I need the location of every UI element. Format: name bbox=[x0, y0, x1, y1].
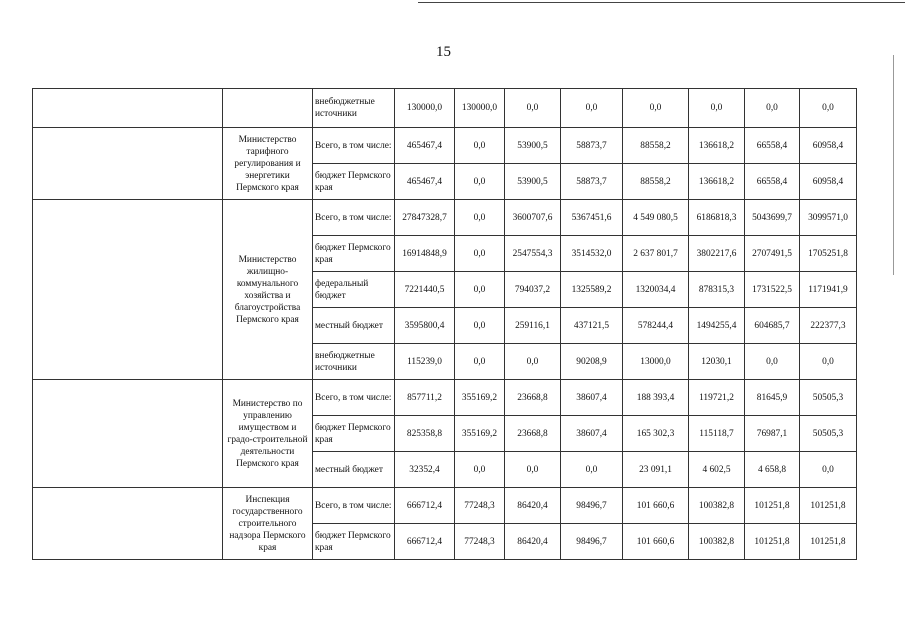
value-cell: 100382,8 bbox=[689, 488, 745, 524]
funding-source-cell: бюджет Пермского края bbox=[313, 416, 395, 452]
value-cell: 136618,2 bbox=[689, 164, 745, 200]
value-cell: 0,0 bbox=[505, 452, 561, 488]
value-cell: 4 549 080,5 bbox=[623, 200, 689, 236]
table-row bbox=[33, 200, 857, 236]
value-cell: 666712,4 bbox=[395, 524, 455, 560]
value-cell: 53900,5 bbox=[505, 128, 561, 164]
organization-cell: Инспекция государственного строительного надзора Пермского края bbox=[223, 488, 313, 560]
value-cell: 355169,2 bbox=[455, 380, 505, 416]
table-row bbox=[33, 128, 857, 164]
value-cell: 0,0 bbox=[800, 89, 857, 128]
value-cell: 23668,8 bbox=[505, 380, 561, 416]
value-cell: 60958,4 bbox=[800, 128, 857, 164]
value-cell: 0,0 bbox=[623, 89, 689, 128]
funding-source-cell: местный бюджет bbox=[313, 308, 395, 344]
value-cell: 1705251,8 bbox=[800, 236, 857, 272]
value-cell: 0,0 bbox=[561, 452, 623, 488]
value-cell: 98496,7 bbox=[561, 488, 623, 524]
value-cell: 77248,3 bbox=[455, 524, 505, 560]
funding-source-cell: Всего, в том числе: bbox=[313, 488, 395, 524]
budget-table bbox=[32, 88, 857, 560]
value-cell: 825358,8 bbox=[395, 416, 455, 452]
blank-cell bbox=[33, 200, 223, 380]
value-cell: 58873,7 bbox=[561, 128, 623, 164]
value-cell: 101251,8 bbox=[800, 524, 857, 560]
value-cell: 0,0 bbox=[455, 344, 505, 380]
value-cell: 38607,4 bbox=[561, 416, 623, 452]
funding-source-cell: федеральный бюджет bbox=[313, 272, 395, 308]
value-cell: 0,0 bbox=[455, 272, 505, 308]
value-cell: 0,0 bbox=[800, 452, 857, 488]
value-cell: 77248,3 bbox=[455, 488, 505, 524]
value-cell: 81645,9 bbox=[745, 380, 800, 416]
value-cell: 4 658,8 bbox=[745, 452, 800, 488]
value-cell: 3099571,0 bbox=[800, 200, 857, 236]
value-cell: 4 602,5 bbox=[689, 452, 745, 488]
value-cell: 3802217,6 bbox=[689, 236, 745, 272]
value-cell: 2547554,3 bbox=[505, 236, 561, 272]
funding-source-cell: внебюджетные источники bbox=[313, 344, 395, 380]
value-cell: 100382,8 bbox=[689, 524, 745, 560]
value-cell: 101 660,6 bbox=[623, 488, 689, 524]
funding-source-cell: Всего, в том числе: bbox=[313, 200, 395, 236]
top-border-line bbox=[418, 2, 905, 3]
value-cell: 878315,3 bbox=[689, 272, 745, 308]
table-row bbox=[33, 380, 857, 416]
funding-source-cell: внебюджетные источники bbox=[313, 89, 395, 128]
value-cell: 90208,9 bbox=[561, 344, 623, 380]
value-cell: 165 302,3 bbox=[623, 416, 689, 452]
value-cell: 136618,2 bbox=[689, 128, 745, 164]
value-cell: 12030,1 bbox=[689, 344, 745, 380]
funding-source-cell: бюджет Пермского края bbox=[313, 236, 395, 272]
value-cell: 98496,7 bbox=[561, 524, 623, 560]
funding-source-cell: бюджет Пермского края bbox=[313, 524, 395, 560]
value-cell: 86420,4 bbox=[505, 488, 561, 524]
value-cell: 7221440,5 bbox=[395, 272, 455, 308]
value-cell: 222377,3 bbox=[800, 308, 857, 344]
organization-cell bbox=[223, 89, 313, 128]
blank-cell bbox=[33, 488, 223, 560]
table-row bbox=[33, 89, 857, 128]
value-cell: 130000,0 bbox=[455, 89, 505, 128]
value-cell: 6186818,3 bbox=[689, 200, 745, 236]
value-cell: 38607,4 bbox=[561, 380, 623, 416]
value-cell: 578244,4 bbox=[623, 308, 689, 344]
value-cell: 1731522,5 bbox=[745, 272, 800, 308]
value-cell: 23668,8 bbox=[505, 416, 561, 452]
value-cell: 50505,3 bbox=[800, 416, 857, 452]
value-cell: 115118,7 bbox=[689, 416, 745, 452]
value-cell: 0,0 bbox=[689, 89, 745, 128]
value-cell: 88558,2 bbox=[623, 164, 689, 200]
blank-cell bbox=[33, 380, 223, 488]
value-cell: 50505,3 bbox=[800, 380, 857, 416]
value-cell: 53900,5 bbox=[505, 164, 561, 200]
value-cell: 355169,2 bbox=[455, 416, 505, 452]
value-cell: 3595800,4 bbox=[395, 308, 455, 344]
value-cell: 3514532,0 bbox=[561, 236, 623, 272]
value-cell: 2707491,5 bbox=[745, 236, 800, 272]
value-cell: 58873,7 bbox=[561, 164, 623, 200]
table-body bbox=[33, 89, 857, 560]
value-cell: 0,0 bbox=[455, 308, 505, 344]
value-cell: 2 637 801,7 bbox=[623, 236, 689, 272]
value-cell: 101251,8 bbox=[745, 488, 800, 524]
value-cell: 16914848,9 bbox=[395, 236, 455, 272]
value-cell: 188 393,4 bbox=[623, 380, 689, 416]
value-cell: 0,0 bbox=[505, 89, 561, 128]
value-cell: 0,0 bbox=[455, 236, 505, 272]
value-cell: 1494255,4 bbox=[689, 308, 745, 344]
value-cell: 0,0 bbox=[455, 128, 505, 164]
value-cell: 23 091,1 bbox=[623, 452, 689, 488]
value-cell: 86420,4 bbox=[505, 524, 561, 560]
table-row bbox=[33, 488, 857, 524]
value-cell: 0,0 bbox=[745, 89, 800, 128]
value-cell: 88558,2 bbox=[623, 128, 689, 164]
blank-cell bbox=[33, 128, 223, 200]
value-cell: 437121,5 bbox=[561, 308, 623, 344]
value-cell: 130000,0 bbox=[395, 89, 455, 128]
right-edge-line bbox=[893, 55, 894, 275]
value-cell: 27847328,7 bbox=[395, 200, 455, 236]
funding-source-cell: Всего, в том числе: bbox=[313, 128, 395, 164]
value-cell: 101 660,6 bbox=[623, 524, 689, 560]
value-cell: 0,0 bbox=[800, 344, 857, 380]
value-cell: 0,0 bbox=[561, 89, 623, 128]
value-cell: 1171941,9 bbox=[800, 272, 857, 308]
value-cell: 0,0 bbox=[455, 452, 505, 488]
value-cell: 465467,4 bbox=[395, 164, 455, 200]
value-cell: 66558,4 bbox=[745, 164, 800, 200]
value-cell: 604685,7 bbox=[745, 308, 800, 344]
page-number: 15 bbox=[436, 44, 451, 60]
value-cell: 3600707,6 bbox=[505, 200, 561, 236]
value-cell: 101251,8 bbox=[745, 524, 800, 560]
value-cell: 101251,8 bbox=[800, 488, 857, 524]
value-cell: 13000,0 bbox=[623, 344, 689, 380]
organization-cell: Министерство тарифного регулирования и энергетики Пермского края bbox=[223, 128, 313, 200]
value-cell: 76987,1 bbox=[745, 416, 800, 452]
value-cell: 115239,0 bbox=[395, 344, 455, 380]
value-cell: 857711,2 bbox=[395, 380, 455, 416]
value-cell: 1325589,2 bbox=[561, 272, 623, 308]
value-cell: 666712,4 bbox=[395, 488, 455, 524]
funding-source-cell: местный бюджет bbox=[313, 452, 395, 488]
value-cell: 0,0 bbox=[455, 164, 505, 200]
value-cell: 1320034,4 bbox=[623, 272, 689, 308]
value-cell: 119721,2 bbox=[689, 380, 745, 416]
value-cell: 0,0 bbox=[455, 200, 505, 236]
value-cell: 0,0 bbox=[745, 344, 800, 380]
value-cell: 32352,4 bbox=[395, 452, 455, 488]
value-cell: 794037,2 bbox=[505, 272, 561, 308]
organization-cell: Министерство жилищно-коммунального хозяйства и благоустройства Пермского края bbox=[223, 200, 313, 380]
value-cell: 259116,1 bbox=[505, 308, 561, 344]
organization-cell: Министерство по управлению имуществом и градо-строительной деятельности Пермского края bbox=[223, 380, 313, 488]
funding-source-cell: Всего, в том числе: bbox=[313, 380, 395, 416]
value-cell: 60958,4 bbox=[800, 164, 857, 200]
value-cell: 5367451,6 bbox=[561, 200, 623, 236]
value-cell: 66558,4 bbox=[745, 128, 800, 164]
value-cell: 0,0 bbox=[505, 344, 561, 380]
value-cell: 465467,4 bbox=[395, 128, 455, 164]
funding-source-cell: бюджет Пермского края bbox=[313, 164, 395, 200]
blank-cell bbox=[33, 89, 223, 128]
value-cell: 5043699,7 bbox=[745, 200, 800, 236]
